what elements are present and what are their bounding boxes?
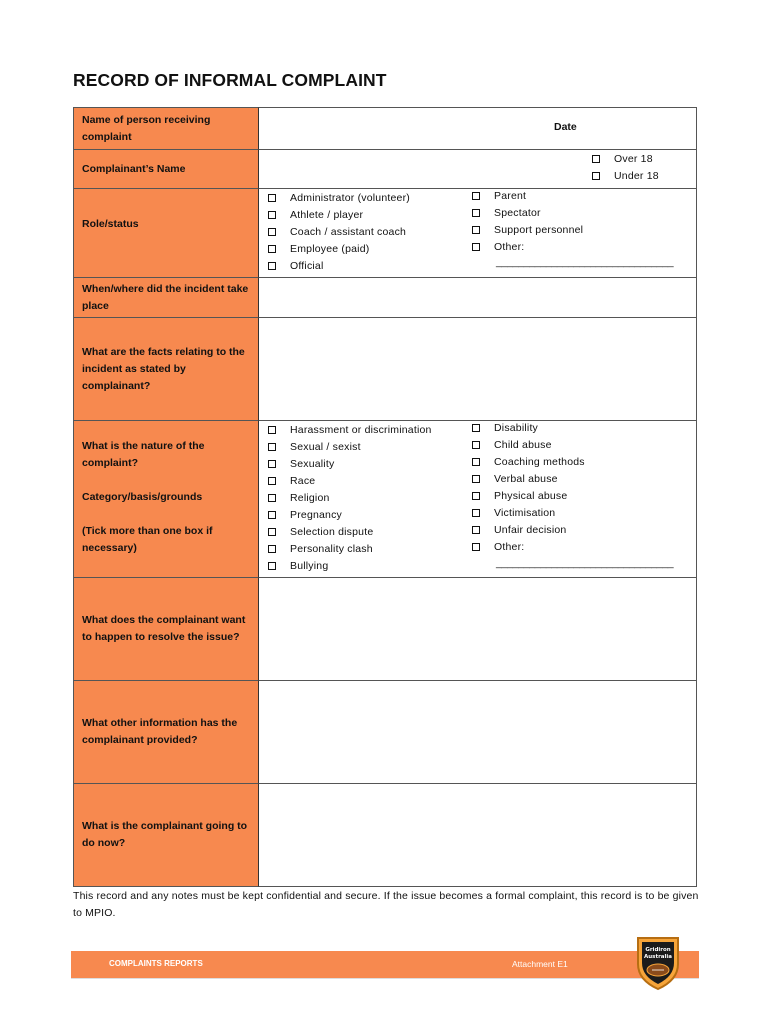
other-fill-line[interactable]: ________________________________: [496, 557, 674, 569]
gridiron-australia-shield-logo: [634, 934, 682, 992]
role-option[interactable]: [268, 192, 410, 204]
going-to-label: What is the complainant going to do now?: [73, 784, 259, 887]
other-info-label: What other information has the complainant provided?: [73, 681, 259, 784]
nature-option[interactable]: [268, 424, 432, 436]
checkbox[interactable]: [472, 226, 480, 234]
page-title: RECORD OF INFORMAL COMPLAINT: [73, 70, 387, 90]
other-fill-line[interactable]: ________________________________: [496, 256, 674, 268]
nature-option[interactable]: [268, 475, 315, 487]
checkbox[interactable]: [592, 172, 600, 180]
nature-option[interactable]: [268, 543, 373, 555]
role-option[interactable]: [472, 190, 526, 202]
footer-left-text: COMPLAINTS REPORTS: [109, 959, 203, 968]
row-receiver: [73, 107, 697, 150]
resolve-label: What does the complainant want to happen to resolve the issue?: [73, 578, 259, 681]
role-option[interactable]: [268, 243, 369, 255]
option-label: Victimisation: [494, 507, 556, 519]
option-label: Unfair decision: [494, 524, 567, 536]
checkbox[interactable]: [268, 211, 276, 219]
checkbox[interactable]: [472, 441, 480, 449]
nature-option[interactable]: [268, 560, 328, 572]
option-label: Verbal abuse: [494, 473, 558, 485]
role-option[interactable]: [472, 224, 583, 236]
checkbox[interactable]: [268, 443, 276, 451]
option-label: Other:: [494, 541, 525, 553]
nature-option-other[interactable]: [472, 541, 524, 553]
role-option[interactable]: [268, 209, 363, 221]
footer-bar: [71, 951, 699, 979]
row-other-info: [73, 681, 697, 784]
checkbox[interactable]: [268, 477, 276, 485]
age-option-under-18[interactable]: [592, 170, 659, 182]
logo-line-2: Australia: [644, 954, 672, 960]
nature-option[interactable]: [268, 492, 330, 504]
role-label: Role/status: [73, 189, 259, 278]
checkbox[interactable]: [268, 194, 276, 202]
nature-option[interactable]: [268, 526, 373, 538]
nature-option[interactable]: [472, 473, 558, 485]
option-label: Religion: [290, 492, 330, 504]
checkbox[interactable]: [472, 509, 480, 517]
complainant-label: Complainant’s Name: [73, 150, 259, 189]
checkbox[interactable]: [268, 528, 276, 536]
role-option[interactable]: [268, 226, 406, 238]
age-option-over-18[interactable]: [592, 153, 653, 165]
where-label: When/where did the incident take place: [73, 278, 259, 318]
option-label: Child abuse: [494, 439, 552, 451]
option-label: Bullying: [290, 560, 329, 572]
checkbox[interactable]: [592, 155, 600, 163]
option-label: Other:: [494, 241, 525, 253]
receiver-field[interactable]: [259, 107, 697, 150]
checkbox[interactable]: [472, 526, 480, 534]
checkbox[interactable]: [268, 262, 276, 270]
checkbox[interactable]: [472, 243, 480, 251]
option-label: Coach / assistant coach: [290, 226, 407, 238]
nature-option[interactable]: [268, 458, 334, 470]
option-label: Race: [290, 475, 316, 487]
nature-field: [259, 421, 697, 578]
row-resolve: [73, 578, 697, 681]
facts-field[interactable]: [259, 318, 697, 421]
receiver-label: Name of person receiving complaint: [73, 107, 259, 150]
option-label: Parent: [494, 190, 527, 202]
logo-line-1: Gridiron: [645, 947, 671, 953]
complainant-field[interactable]: [259, 150, 697, 189]
row-going-to: [73, 784, 697, 887]
checkbox[interactable]: [268, 460, 276, 468]
nature-category: Category/basis/grounds: [82, 491, 203, 503]
nature-option[interactable]: [268, 441, 361, 453]
checkbox[interactable]: [268, 545, 276, 553]
nature-option[interactable]: [472, 456, 585, 468]
checkbox[interactable]: [268, 228, 276, 236]
nature-label: [73, 421, 259, 578]
checkbox[interactable]: [268, 426, 276, 434]
checkbox[interactable]: [268, 245, 276, 253]
going-to-field[interactable]: [259, 784, 697, 887]
row-facts: [73, 318, 697, 421]
row-role: [73, 189, 697, 278]
checkbox[interactable]: [472, 492, 480, 500]
checkbox[interactable]: [268, 511, 276, 519]
option-label: Support personnel: [494, 224, 584, 236]
option-label: Athlete / player: [290, 209, 364, 221]
checkbox[interactable]: [472, 192, 480, 200]
role-field: [259, 189, 697, 278]
other-info-field[interactable]: [259, 681, 697, 784]
resolve-field[interactable]: [259, 578, 697, 681]
option-label: Coaching methods: [494, 456, 585, 468]
role-option[interactable]: [472, 207, 541, 219]
option-label: Disability: [494, 422, 539, 434]
option-label: Physical abuse: [494, 490, 568, 502]
nature-option[interactable]: [472, 439, 552, 451]
option-label: Sexuality: [290, 458, 335, 470]
where-field[interactable]: [259, 278, 697, 318]
date-label: Date: [554, 121, 577, 133]
option-label: Spectator: [494, 207, 541, 219]
option-label: Personality clash: [290, 543, 373, 555]
option-label: Official: [290, 260, 324, 272]
checkbox[interactable]: [472, 209, 480, 217]
nature-option[interactable]: [472, 490, 567, 502]
option-label: Harassment or discrimination: [290, 424, 432, 436]
facts-label: What are the facts relating to the incident as stated by complainant?: [73, 318, 259, 421]
confidentiality-note: This record and any notes must be kept confidential and secure. If the issue becomes a formal complaint, this record is to be given to MPIO.: [73, 890, 699, 919]
footer-right-text: Attachment E1: [512, 959, 568, 969]
role-option[interactable]: [268, 260, 324, 272]
nature-question: What is the nature of the complaint?: [82, 440, 205, 469]
option-label: Under 18: [614, 170, 659, 182]
checkbox[interactable]: [472, 475, 480, 483]
nature-tick-note: (Tick more than one box if necessary): [82, 525, 213, 554]
row-complainant: [73, 150, 697, 189]
option-label: Employee (paid): [290, 243, 370, 255]
nature-option[interactable]: [472, 422, 538, 434]
option-label: Selection dispute: [290, 526, 374, 538]
row-nature: [73, 421, 697, 578]
option-label: Sexual / sexist: [290, 441, 361, 453]
checkbox[interactable]: [472, 458, 480, 466]
option-label: Administrator (volunteer): [290, 192, 410, 204]
nature-option[interactable]: [472, 524, 566, 536]
row-where: [73, 278, 697, 318]
checkbox[interactable]: [472, 424, 480, 432]
option-label: Pregnancy: [290, 509, 342, 521]
option-label: Over 18: [614, 153, 653, 165]
role-option-other[interactable]: [472, 241, 524, 253]
nature-option[interactable]: [472, 507, 555, 519]
checkbox[interactable]: [472, 543, 480, 551]
checkbox[interactable]: [268, 494, 276, 502]
checkbox[interactable]: [268, 562, 276, 570]
nature-option[interactable]: [268, 509, 342, 521]
